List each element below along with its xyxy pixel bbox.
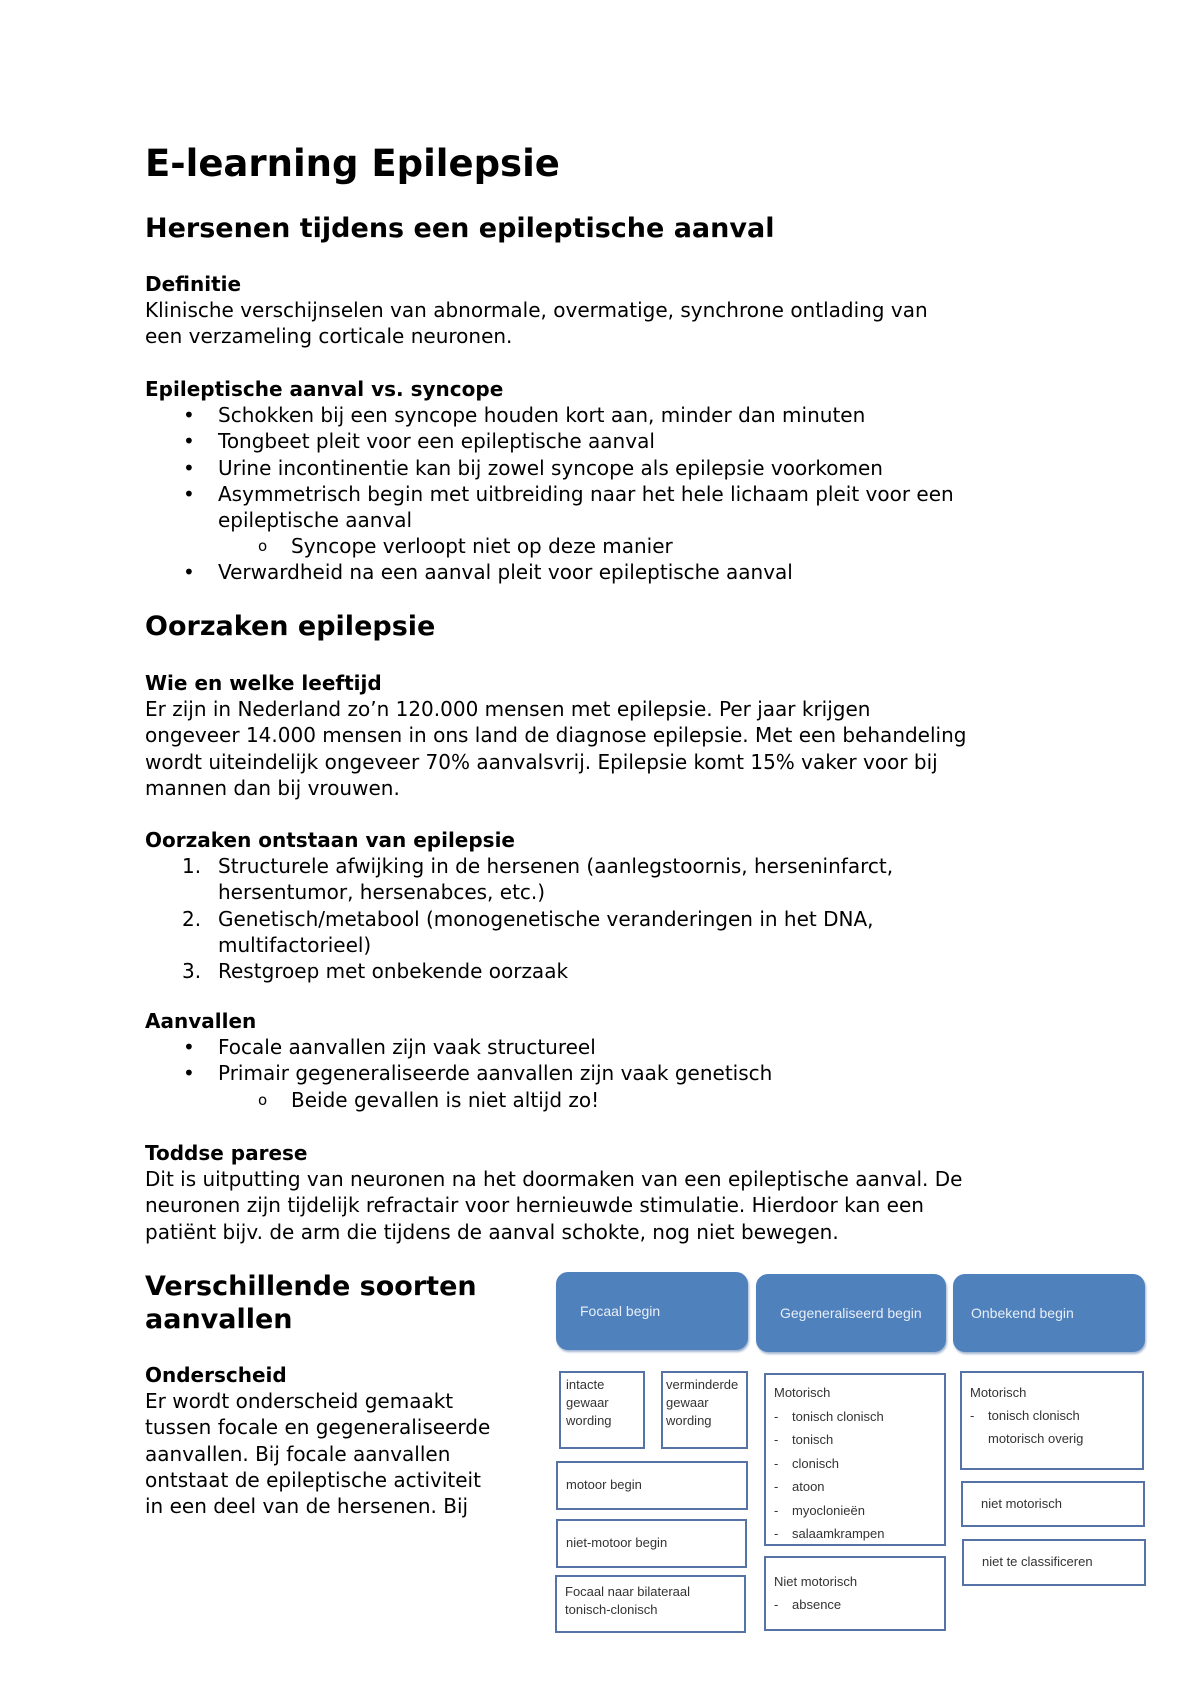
vs-title: Epileptische aanval vs. syncope — [145, 377, 504, 401]
list-item-continuation: epileptische aanval — [218, 508, 413, 533]
oorzaken-section — [145, 827, 893, 984]
list-item-continuation: multifactorieel) — [218, 932, 372, 957]
heading-oorzaken: Oorzaken epilepsie — [145, 611, 436, 642]
list-item: 3. Restgroep met onbekende oorzaak — [182, 959, 569, 984]
box-motor-onset: motoor begin — [556, 1461, 748, 1510]
box-nonmotor-onset: niet-motoor begin — [556, 1519, 747, 1568]
sub-list-item: o Beide gevallen is niet altijd zo! — [258, 1087, 600, 1112]
text-line: wordt uiteindelijk ongeveer 70% aanvalsvrij. Epilepsie komt 15% vaker voor bij — [145, 749, 938, 774]
box-unclassified: niet te classificeren — [962, 1539, 1146, 1586]
list-item: • Asymmetrisch begin met uitbreiding naar het hele lichaam pleit voor een — [183, 481, 954, 506]
todd-section — [145, 1140, 962, 1245]
sub-list-item: o Syncope verloopt niet op deze manier — [258, 534, 673, 559]
text-line: neuronen zijn tijdelijk refractair voor hernieuwde stimulatie. Hierdoor kan een — [145, 1193, 924, 1218]
todd-title: Toddse parese — [145, 1141, 308, 1165]
aanvallen-title: Aanvallen — [145, 1009, 257, 1033]
list-item: • Focale aanvallen zijn vaak structureel — [183, 1035, 596, 1060]
header-generalized: Gegeneraliseerd begin — [756, 1274, 946, 1352]
box-intact-awareness: intacte gewaar wording — [559, 1371, 645, 1449]
list-item-continuation: hersentumor, hersenabces, etc.) — [218, 880, 546, 905]
text-line: Klinische verschijnselen van abnormale, overmatige, synchrone ontlading van — [145, 298, 928, 323]
list-item: • Schokken bij een syncope houden kort aan, minder dan minuten — [183, 403, 866, 428]
list-item: • Verwardheid na een aanval pleit voor epileptische aanval — [183, 560, 793, 585]
text-line: Er zijn in Nederland zo’n 120.000 mensen met epilepsie. Per jaar krijgen — [145, 697, 871, 722]
onderscheid-title: Onderscheid — [145, 1363, 287, 1387]
text-line: mannen dan bij vrouwen. — [145, 775, 400, 800]
wie-title: Wie en welke leeftijd — [145, 671, 382, 695]
list-item: • Primair gegeneraliseerde aanvallen zijn vaak genetisch — [183, 1061, 773, 1086]
definition-title: Definitie — [145, 272, 242, 296]
heading-line: aanvallen — [145, 1304, 293, 1335]
text-line: Er wordt onderscheid gemaakt — [145, 1389, 454, 1414]
list-item: • Tongbeet pleit voor een epileptische aanval — [183, 429, 655, 454]
box-unknown-motor: Motorisch - tonisch clonisch motorisch overig — [960, 1371, 1144, 1470]
text-line: Dit is uitputting van neuronen na het doormaken van een epileptische aanval. De — [145, 1167, 963, 1192]
heading-line: Verschillende soorten — [145, 1271, 477, 1302]
wie-section — [145, 670, 966, 801]
heading-soorten — [145, 1270, 477, 1336]
text-line: ontstaat de epileptische activiteit — [145, 1467, 481, 1492]
text-line: ongeveer 14.000 mensen in ons land de diagnose epilepsie. Met een behandeling — [145, 723, 967, 748]
box-generalized-motor: Motorisch - tonisch clonisch - tonisch - clonisch - atoon - myoclonieën - salaamkrampen — [764, 1373, 946, 1546]
oorzaken-title: Oorzaken ontstaan van epilepsie — [145, 828, 515, 852]
aanvallen-section — [145, 1008, 772, 1113]
text-line: een verzameling corticale neuronen. — [145, 324, 513, 349]
box-generalized-nonmotor: Niet motorisch - absence — [764, 1556, 946, 1631]
text-line: in een deel van de hersenen. Bij — [145, 1494, 469, 1519]
list-item: • Urine incontinentie kan bij zowel syncope als epilepsie voorkomen — [183, 455, 883, 480]
box-focal-to-bilateral: Focaal naar bilateraal tonisch-clonisch — [555, 1575, 746, 1633]
box-reduced-awareness: verminderde gewaar wording — [661, 1371, 748, 1449]
text-line: aanvallen. Bij focale aanvallen — [145, 1441, 451, 1466]
vs-section — [145, 376, 954, 586]
document-title: E-learning Epilepsie — [145, 142, 560, 185]
header-focal: Focaal begin — [556, 1272, 748, 1350]
definition-section — [145, 271, 928, 350]
box-unknown-nonmotor: niet motorisch — [961, 1481, 1145, 1527]
text-line: tussen focale en gegeneraliseerde — [145, 1415, 491, 1440]
text-line: patiënt bijv. de arm die tijdens de aanval schokte, nog niet bewegen. — [145, 1219, 839, 1244]
heading-hersenen: Hersenen tijdens een epileptische aanval — [145, 213, 775, 244]
list-item: 1. Structurele afwijking in de hersenen (aanlegstoornis, herseninfarct, — [182, 854, 894, 879]
list-item: 2. Genetisch/metabool (monogenetische veranderingen in het DNA, — [182, 906, 874, 931]
onderscheid-section — [145, 1362, 490, 1519]
header-unknown: Onbekend begin — [953, 1274, 1145, 1352]
